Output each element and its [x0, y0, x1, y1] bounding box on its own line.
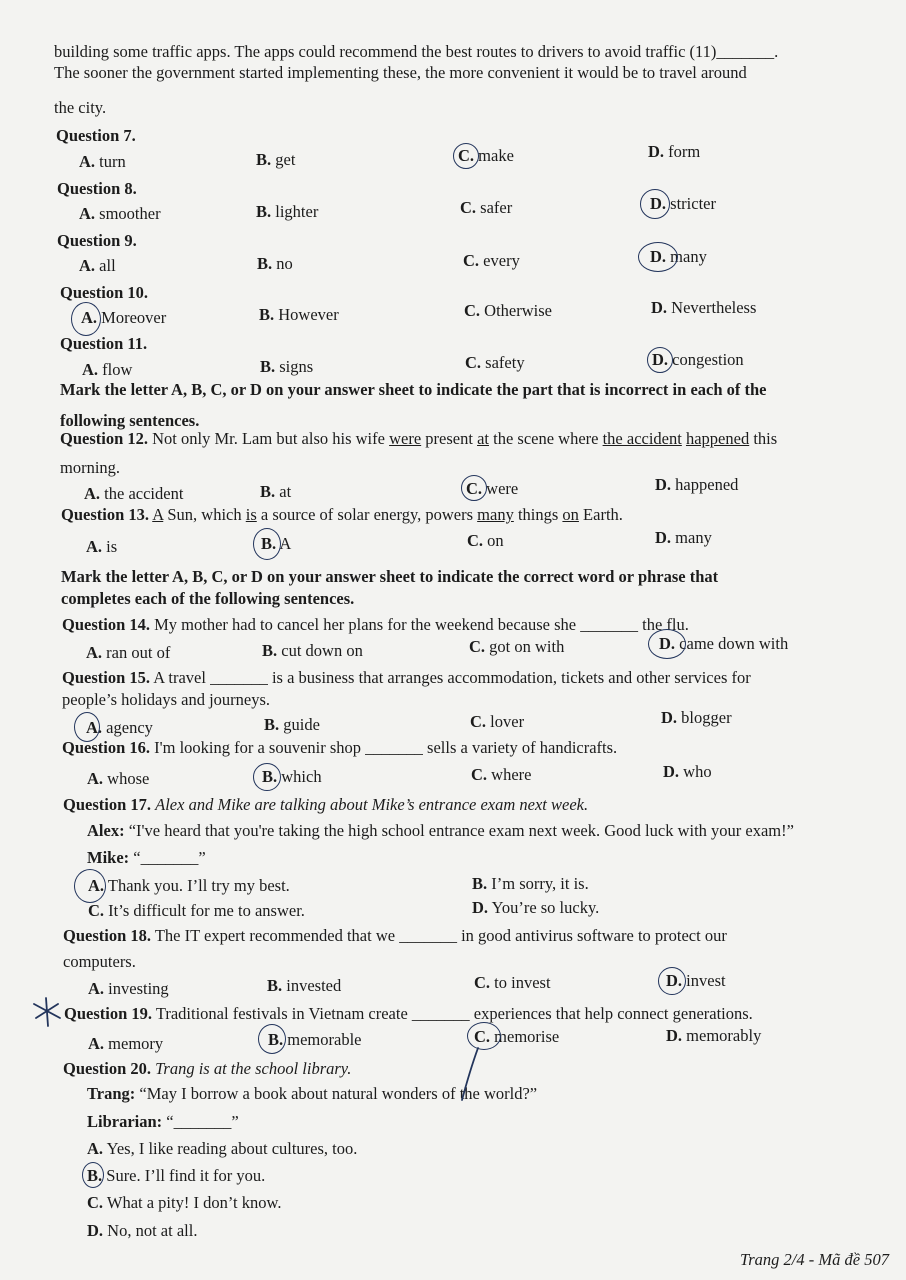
section-instruction-correct-line-2: completes each of the following sentences.	[61, 589, 355, 608]
q16-option-d[interactable]: D. who	[663, 762, 712, 781]
question-15-stem: Question 15. A travel _______ is a business that arranges accommodation, tickets and other services for	[62, 668, 751, 687]
q20-trang-line: Trang: “May I borrow a book about natural wonders of the world?”	[87, 1084, 538, 1103]
q9-option-d[interactable]: D. many	[650, 247, 707, 266]
q9-option-c[interactable]: C. every	[463, 251, 520, 270]
q14-option-d[interactable]: D. came down with	[659, 634, 789, 653]
question-9-title: Question 9.	[57, 231, 137, 250]
question-12-stem-line-2: morning.	[60, 458, 121, 477]
q7-option-b[interactable]: B. get	[256, 150, 296, 169]
q8-option-a[interactable]: A. smoother	[79, 204, 161, 223]
q17-alex-line: Alex: “I've heard that you're taking the high school entrance exam next week. Good luck with your exam!”	[87, 821, 794, 840]
q17-option-d[interactable]: D. You’re so lucky.	[472, 898, 600, 917]
q18-option-b[interactable]: B. invested	[267, 976, 342, 995]
page-footer: Trang 2/4 - Mã đề 507	[740, 1250, 889, 1269]
q14-option-c[interactable]: C. got on with	[469, 637, 565, 656]
q7-option-d[interactable]: D. form	[648, 142, 701, 161]
q19-option-d[interactable]: D. memorably	[666, 1026, 762, 1045]
question-12-stem: Question 12. Not only Mr. Lam but also his wife were present at the scene where the accident happened this	[60, 429, 778, 448]
q13-option-a[interactable]: A. is	[86, 537, 118, 556]
q15-option-a[interactable]: A. agency	[86, 718, 153, 737]
q8-option-d[interactable]: D. stricter	[650, 194, 716, 213]
q14-option-b[interactable]: B. cut down on	[262, 641, 363, 660]
intro-line-3: the city.	[54, 98, 107, 117]
q20-option-d[interactable]: D. No, not at all.	[87, 1221, 198, 1240]
q16-option-b[interactable]: B. which	[262, 767, 322, 786]
q16-option-c[interactable]: C. where	[471, 765, 532, 784]
q7-option-a[interactable]: A. turn	[79, 152, 126, 171]
q17-option-b[interactable]: B. I’m sorry, it is.	[472, 874, 589, 893]
question-16-stem: Question 16. I'm looking for a souvenir shop _______ sells a variety of handicrafts.	[62, 738, 618, 757]
q13-option-b[interactable]: B. A	[261, 534, 292, 553]
intro-line-2: The sooner the government started implementing these, the more convenient it would be to travel around	[54, 63, 747, 82]
q15-option-c[interactable]: C. lover	[470, 712, 525, 731]
q11-option-a[interactable]: A. flow	[82, 360, 133, 379]
q10-option-a[interactable]: A. Moreover	[81, 308, 167, 327]
q10-option-b[interactable]: B. However	[259, 305, 339, 324]
q15-option-d[interactable]: D. blogger	[661, 708, 732, 727]
q8-option-c[interactable]: C. safer	[460, 198, 513, 217]
question-11-title: Question 11.	[60, 334, 148, 353]
q13-option-d[interactable]: D. many	[655, 528, 712, 547]
star-mark-stroke	[34, 1004, 60, 1018]
question-14-stem: Question 14. My mother had to cancel her plans for the weekend because she _______ the flu.	[62, 615, 689, 634]
q19-option-b[interactable]: B. memorable	[268, 1030, 362, 1049]
star-mark-stroke	[46, 998, 48, 1026]
q12-option-a[interactable]: A. the accident	[84, 484, 184, 503]
q10-option-d[interactable]: D. Nevertheless	[651, 298, 757, 317]
q12-option-b[interactable]: B. at	[260, 482, 292, 501]
q18-option-a[interactable]: A. investing	[88, 979, 169, 998]
q11-option-d[interactable]: D. congestion	[652, 350, 744, 369]
q19-option-c[interactable]: C. memorise	[474, 1027, 560, 1046]
q17-option-c[interactable]: C. It’s difficult for me to answer.	[88, 901, 305, 920]
q10-option-c[interactable]: C. Otherwise	[464, 301, 552, 320]
intro-line-1: building some traffic apps. The apps could recommend the best routes to drivers to avoid traffic (11)_______.	[54, 42, 779, 61]
section-instruction-correct-line-1: Mark the letter A, B, C, or D on your answer sheet to indicate the correct word or phrase that	[61, 567, 719, 586]
section-instruction-incorrect-line-2: following sentences.	[60, 411, 200, 430]
question-17-stem: Question 17. Alex and Mike are talking about Mike’s entrance exam next week.	[63, 795, 589, 814]
q11-option-b[interactable]: B. signs	[260, 357, 314, 376]
question-19-stem: Question 19. Traditional festivals in Vietnam create _______ experiences that help connect generations.	[64, 1004, 753, 1023]
question-18-stem-line-2: computers.	[63, 952, 136, 971]
q12-option-d[interactable]: D. happened	[655, 475, 739, 494]
q18-option-d[interactable]: D. invest	[666, 971, 726, 990]
q14-option-a[interactable]: A. ran out of	[86, 643, 171, 662]
question-8-title: Question 8.	[57, 179, 137, 198]
q11-option-c[interactable]: C. safety	[465, 353, 525, 372]
question-20-stem: Question 20. Trang is at the school library.	[63, 1059, 352, 1078]
star-mark-stroke	[36, 1004, 58, 1018]
q18-option-c[interactable]: C. to invest	[474, 973, 551, 992]
q9-option-b[interactable]: B. no	[257, 254, 293, 273]
section-instruction-incorrect-line-1: Mark the letter A, B, C, or D on your answer sheet to indicate the part that is incorrect in each of the	[60, 380, 767, 399]
q9-option-a[interactable]: A. all	[79, 256, 116, 275]
q17-mike-line: Mike: “_______”	[87, 848, 206, 867]
question-15-stem-line-2: people’s holidays and journeys.	[62, 690, 271, 709]
q8-option-b[interactable]: B. lighter	[256, 202, 319, 221]
q16-option-a[interactable]: A. whose	[87, 769, 150, 788]
q12-option-c[interactable]: C. were	[466, 479, 519, 498]
q13-option-c[interactable]: C. on	[467, 531, 504, 550]
q17-option-a[interactable]: A. Thank you. I’ll try my best.	[88, 876, 290, 895]
q15-option-b[interactable]: B. guide	[264, 715, 320, 734]
q20-option-a[interactable]: A. Yes, I like reading about cultures, too.	[87, 1139, 358, 1158]
q19-option-a[interactable]: A. memory	[88, 1034, 164, 1053]
question-7-title: Question 7.	[56, 126, 136, 145]
question-10-title: Question 10.	[60, 283, 149, 302]
q7-option-c[interactable]: C. make	[458, 146, 514, 165]
question-18-stem: Question 18. The IT expert recommended that we _______ in good antivirus software to protect our	[63, 926, 727, 945]
q20-option-b[interactable]: B. Sure. I’ll find it for you.	[87, 1166, 266, 1185]
q20-librarian-line: Librarian: “_______”	[87, 1112, 239, 1131]
question-13-stem: Question 13. A Sun, which is a source of solar energy, powers many things on Earth.	[61, 505, 623, 524]
q20-option-c[interactable]: C. What a pity! I don’t know.	[87, 1193, 282, 1212]
